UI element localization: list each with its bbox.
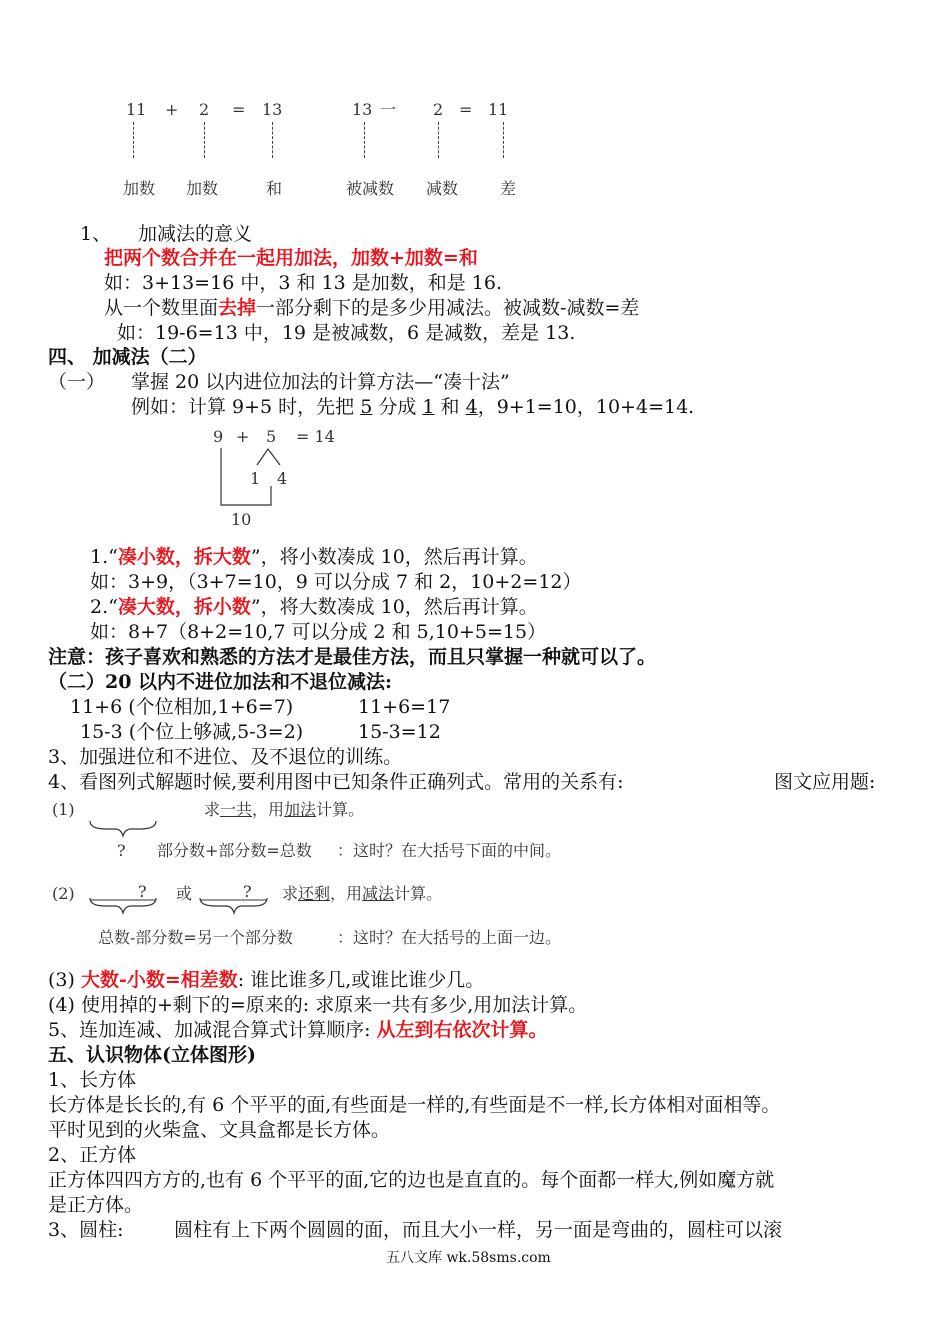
brace-icon <box>90 821 156 836</box>
item-three: 3、加强进位和不进位、及不退位的训练。 <box>48 746 403 768</box>
part-one-number: （一） <box>48 371 106 393</box>
method-one-example: 如：3+9，（3+7=10，9 可以分成 7 和 2，10+2=12） <box>90 571 582 593</box>
example-make-ten: 例如：计算 9+5 时，先把 5 分成 1 和 4，9+1=10，10+4=14. <box>131 396 695 418</box>
section-five-title: 五、认识物体(立体图形) <box>48 1044 256 1066</box>
item-four-tail: 图文应用题: <box>774 771 876 793</box>
cube-heading: 2、正方体 <box>48 1144 137 1166</box>
label-sum: 和 <box>266 179 283 198</box>
heading-meaning: 加减法的意义 <box>138 223 253 245</box>
rule-addition: 把两个数合并在一起用加法，加数+加数=和 <box>104 247 478 269</box>
diagram-nine: 9 <box>213 427 224 446</box>
figure-one-question: ? <box>117 841 126 860</box>
diagram-ten: 10 <box>231 510 252 529</box>
keyword-remove: 去掉 <box>218 297 257 319</box>
figure-two-question-b: ? <box>243 882 252 901</box>
part-two-result-1: 11+6=17 <box>358 696 451 718</box>
example-subtraction: 如：19-6=13 中，19 是被减数，6 是减数，差是 13. <box>117 322 576 344</box>
diagram-four: 4 <box>277 469 288 488</box>
diagram-plus: + <box>236 427 250 446</box>
cuboid-heading: 1、长方体 <box>48 1069 137 1091</box>
figure-two-or: 或 <box>176 884 193 903</box>
rule-subtraction: 从一个数里面去掉一部分剩下的是多少用减法。被减数-减数=差 <box>104 297 640 319</box>
example-addition: 如：3+13=16 中，3 和 13 是加数，和是 16. <box>104 272 502 294</box>
label-subtrahend: 减数 <box>426 179 459 198</box>
figure-two-number: (2) <box>52 884 75 903</box>
addend1: 11 <box>126 100 147 119</box>
part-two-result-2: 15-3=12 <box>358 721 441 743</box>
heading-number: 1、 <box>80 223 112 245</box>
figure-two-note: ：这时？在大括号的上面一边。 <box>337 928 562 947</box>
figure-one-text: 求一共，用加法计算。 <box>204 800 365 819</box>
plus-sign: + <box>165 100 179 119</box>
equals-sign: = <box>232 100 246 119</box>
diagram-one: 1 <box>250 469 261 488</box>
sum-value: 13 <box>262 100 283 119</box>
item-five: 5、连加连减、加减混合算式计算顺序: 从左到右依次计算。 <box>48 1019 548 1041</box>
cylinder-heading: 3、圆柱: <box>48 1219 124 1241</box>
label-addend: 加数 <box>186 179 219 198</box>
note-text: 注意：孩子喜欢和熟悉的方法才是最佳方法，而且只掌握一种就可以了。 <box>48 646 657 668</box>
figure-two-question-a: ? <box>138 882 147 901</box>
method-two: 2.“凑大数，拆小数”，将大数凑成 10，然后再计算。 <box>90 596 538 618</box>
minus-sign: 一 <box>380 100 397 119</box>
figure-two-text: 求还剩，用减法计算。 <box>282 884 443 903</box>
cube-text-1: 正方体四四方方的,也有 6 个平平的面,它的边也是直直的。每个面都一样大,例如魔方就 <box>48 1169 775 1191</box>
part-two-example-2: 15-3 (个位上够减,5-3=2) <box>80 721 304 743</box>
label-addend: 加数 <box>123 179 156 198</box>
figure-one-note: ：这时？在大括号下面的中间。 <box>337 841 562 860</box>
method-one: 1.“凑小数，拆大数”，将小数凑成 10，然后再计算。 <box>90 546 538 568</box>
item-four: 4、看图列式解题时候,要利用图中已知条件正确列式。常用的关系有: <box>48 771 624 793</box>
section-four-title: 四、 加减法（二） <box>48 346 207 368</box>
figure-one-formula: 部分数+部分数=总数 <box>157 841 312 860</box>
addend2: 2 <box>199 100 210 119</box>
diagram-five: 5 <box>266 427 277 446</box>
item-three-b: (3) 大数-小数=相差数: 谁比谁多几,或谁比谁少几。 <box>48 969 485 991</box>
subtrahend: 2 <box>433 100 444 119</box>
label-difference: 差 <box>500 179 517 198</box>
difference-value: 11 <box>488 100 509 119</box>
minuend: 13 <box>352 100 373 119</box>
cube-text-2: 是正方体。 <box>48 1194 144 1216</box>
cylinder-text: 圆柱有上下两个圆圆的面，而且大小一样，另一面是弯曲的，圆柱可以滚 <box>174 1219 783 1241</box>
figure-one-number: (1) <box>52 800 75 819</box>
footer-watermark: 五八文库 wk.58sms.com <box>386 1250 551 1266</box>
equals-sign-2: = <box>459 100 473 119</box>
method-two-example: 如：8+7（8+2=10,7 可以分成 2 和 5,10+5=15） <box>90 621 547 643</box>
label-minuend: 被减数 <box>346 179 395 198</box>
cuboid-text-2: 平时见到的火柴盒、文具盒都是长方体。 <box>48 1119 391 1141</box>
figure-two-formula: 总数-部分数=另一个部分数 <box>98 928 293 947</box>
cuboid-text-1: 长方体是长长的,有 6 个平平的面,有些面是一样的,有些面是不一样,长方体相对面相等。 <box>48 1094 781 1116</box>
item-four-b: (4) 使用掉的+剩下的=原来的: 求原来一共有多少,用加法计算。 <box>48 994 588 1016</box>
part-two-heading: （二）20 以内不进位加法和不退位减法: <box>48 671 393 693</box>
part-one-text: 掌握 20 以内进位加法的计算方法—“凑十法” <box>131 371 510 393</box>
part-two-example-1: 11+6 (个位相加,1+6=7) <box>70 696 294 718</box>
make-ten-bracket <box>221 448 280 505</box>
diagram-result: = 14 <box>296 427 335 446</box>
